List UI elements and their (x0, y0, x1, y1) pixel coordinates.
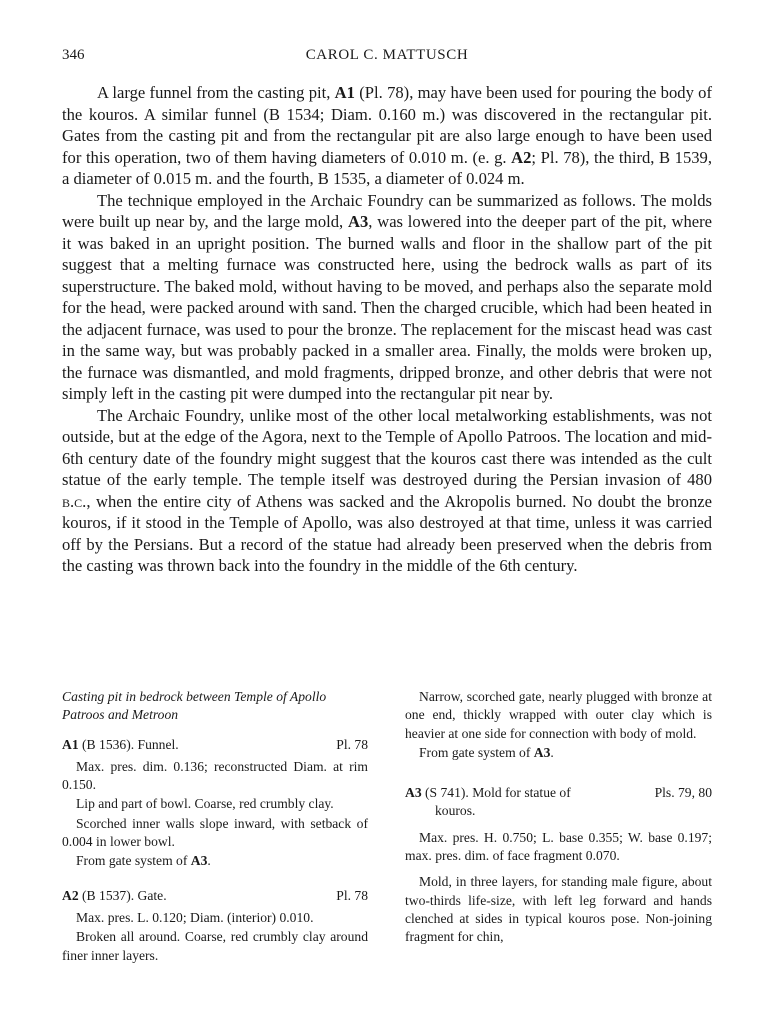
entry-id: A2 (62, 887, 79, 903)
entry-id: A1 (62, 736, 79, 752)
entry-line: Max. pres. dim. 0.136; reconstructed Diam. at rim 0.150. (62, 758, 368, 793)
paragraph-1: A large funnel from the casting pit, A1 (Pl. 78), may have been used for pouring the body of the kouros. A similar funnel (B 1534; Diam. 0.160 m.) was discovered in the rectangular pit. Gates from the casting pit and from the rectangular pit are also large enough to have been used for this operation, two of them having diameters of 0.010 m. (e. g. A2; Pl. 78), the third, B 1539, a diameter of 0.015 m. and the fourth, B 1535, a diameter of 0.024 m. (62, 83, 713, 188)
catalog-entry-a3-head (405, 784, 712, 821)
plate-ref: Pl. 78 (336, 736, 368, 752)
entry-id: A3 (405, 785, 422, 801)
entry-ref: (B 1537). Gate. (78, 887, 167, 903)
plate-ref: Pls. 79, 80 (654, 785, 712, 801)
running-author: CAROL C. MATTUSCH (305, 47, 469, 63)
main-text (62, 82, 712, 577)
entry-line: Broken all around. Coarse, red crumbly clay around finer inner layers. (62, 929, 368, 963)
plate-ref: Pl. 78 (336, 887, 368, 903)
paragraph-2: The technique employed in the Archaic Foundry can be summarized as follows. The molds were built up near by, and the large mold, A3, was lowered into the deeper part of the pit, where it was baked in an upright position. The burned walls and floor in the shallow part of the pit suggest that a melting furnace was constructed here, using the bedrock walls as part of its superstructure. The baked mold, without having to be moved, and perhaps also the separate mold for the head, were packed around with sand. Then the charged crucible, which had been heated in the adjacent furnace, was used to pour the bronze. The replacement for the miscast head was cast in the same way, but was probably packed in a smaller area. Finally, the molds were broken up, the furnace was dismantled, and mold fragments, dripped bronze, and other debris that were not simply left in the casting pit were dumped into the rectangular pit near by. (62, 190, 713, 403)
catalog-ref-a1: A1 (334, 83, 355, 102)
catalog-entry-a1-head (62, 736, 368, 754)
catalog-ref-a3: A3 (347, 212, 369, 231)
page-number: 346 (62, 47, 85, 63)
entry-line: Mold, in three layers, for standing male figure, about two-thirds life-size, with left leg forward and hands clenched at sides in typical kouros pose. Non-joining fragment for chin, (405, 874, 712, 945)
catalog-ref-a2: A2 (511, 147, 532, 167)
page (62, 0, 712, 1024)
running-header (62, 47, 712, 69)
entry-ref: (B 1536). Funnel. (78, 736, 179, 752)
catalog-heading: Casting pit in bedrock between Temple of Apollo Patroos and Metroon (62, 689, 327, 723)
catalog-column-right (405, 688, 712, 947)
entry-ref-continued: kouros. (435, 803, 476, 819)
entry-line: Lip and part of bowl. Coarse, red crumbly clay. (76, 796, 334, 812)
entry-ref: (S 741). Mold for statue of (421, 785, 571, 801)
entry-provenance: From gate system of A3. (76, 853, 211, 869)
entry-provenance: From gate system of A3. (419, 744, 554, 760)
entry-line: Max. pres. H. 0.750; L. base 0.355; W. base 0.197; max. pres. dim. of face fragment 0.070. (405, 829, 712, 864)
era-abbrev: b.c. (62, 491, 87, 511)
catalog-entry-a2-head (62, 887, 368, 905)
entry-line: Max. pres. L. 0.120; Diam. (interior) 0.010. (76, 909, 314, 925)
entry-line: Scorched inner walls slope inward, with setback of 0.004 in lower bowl. (62, 815, 368, 850)
catalog-column-left (62, 688, 368, 965)
entry-line: Narrow, scorched gate, nearly plugged with bronze at one end, thickly wrapped with outer clay which is heavier at one side for connection with body of mold. (405, 689, 712, 741)
paragraph-3: The Archaic Foundry, unlike most of the other local metalworking establishments, was not outside, but at the edge of the Agora, next to the Temple of Apollo Patroos. The location and mid-6th century date of the foundry might suggest that the kouros cast there was intended as the cult statue of the early temple. The temple itself was destroyed during the Persian invasion of 480 b.c., when the entire city of Athens was sacked and the Akropolis burned. No doubt the bronze kouros, if it stood in the Temple of Apollo, was also destroyed at that time, unless it was carried off by the Persians. But a record of the statue had already been preserved when the debris from the casting was thrown back into the foundry in the middle of the 6th century. (62, 405, 712, 575)
